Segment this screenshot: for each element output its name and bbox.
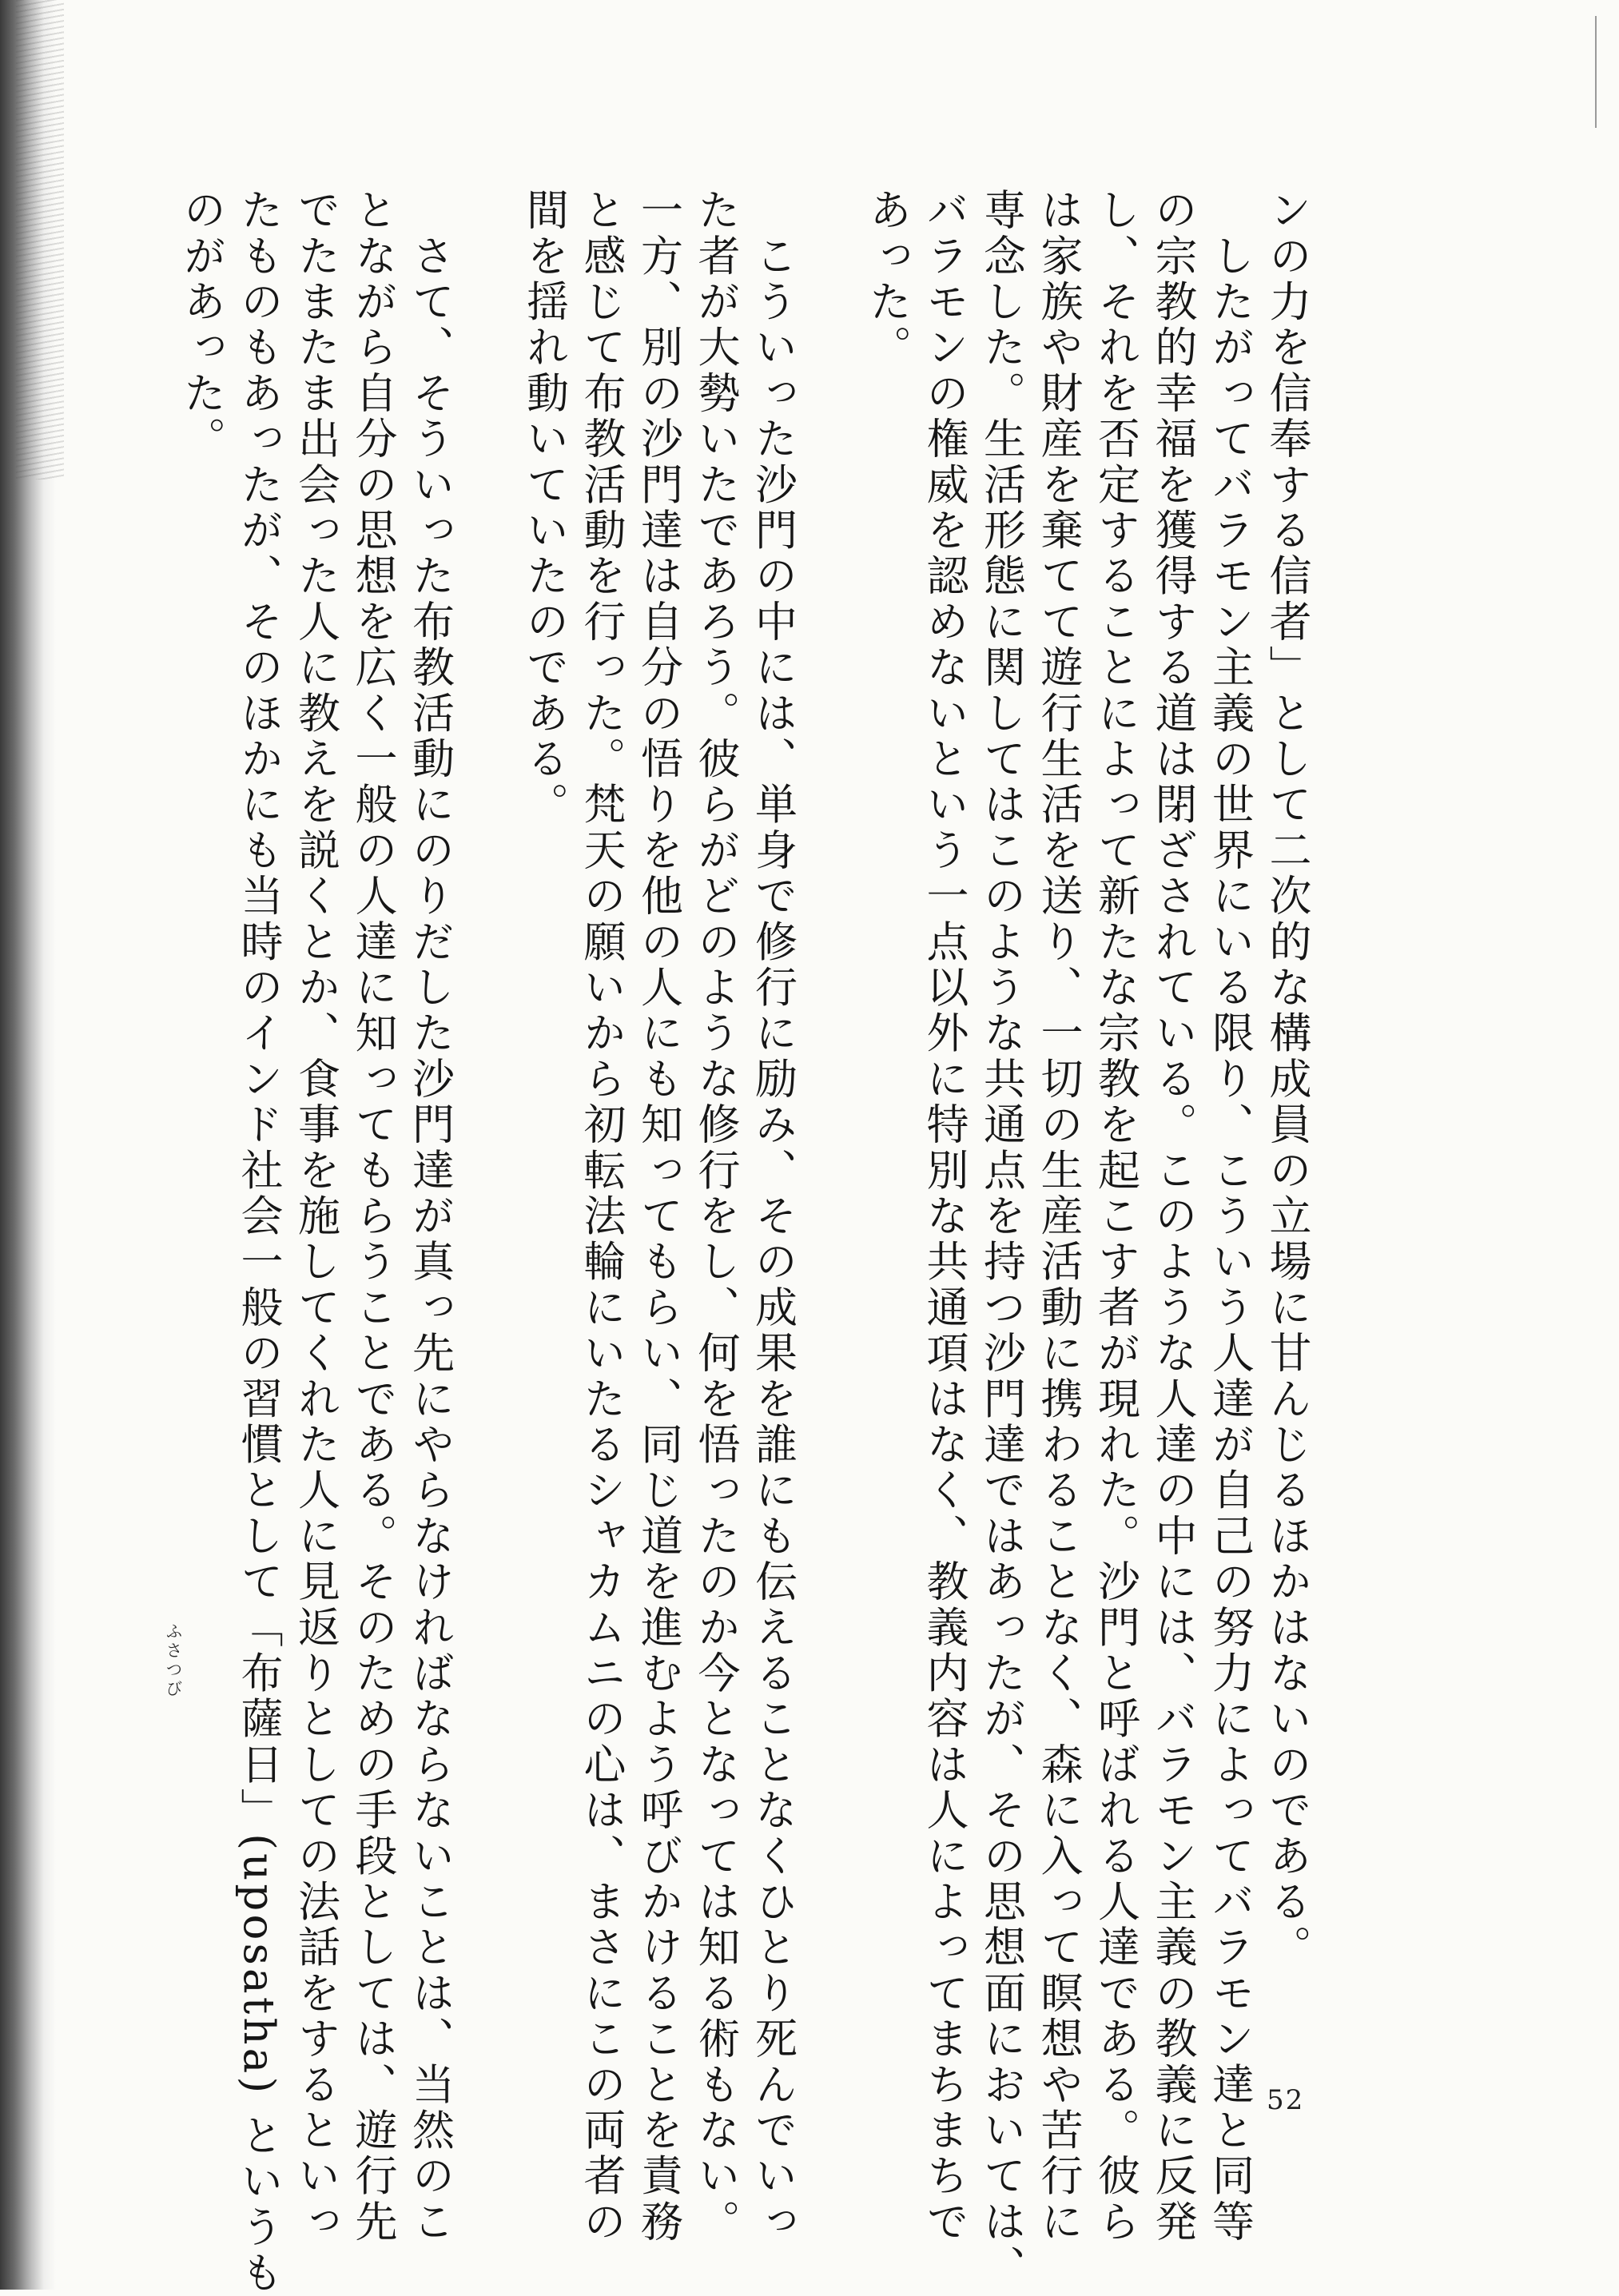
text-column: 間を揺れ動いていたのである。 bbox=[519, 188, 569, 828]
scan-edge-mark bbox=[1595, 16, 1597, 128]
text-column: と感じて布教活動を行った。梵天の願いから初転法輪にいたるシャカムニの心は、まさにこの両者の bbox=[577, 188, 626, 2245]
text-column: とながら自分の思想を広く一般の人達に知ってもらうことである。そのための手段としては、遊行先 bbox=[348, 188, 397, 2245]
text-column: のがあった。 bbox=[177, 188, 226, 463]
text-column: バラモンの権威を認めないという一点以外に特別な共通項はなく、教義内容は人によってまちまちで bbox=[920, 188, 969, 2245]
text-column: ンの力を信奉する信者」として二次的な構成員の立場に甘んじるほかはないのである。 bbox=[1263, 188, 1311, 1971]
text-column: さて、そういった布教活動にのりだした沙門達が真っ先にやらなければならないことは、当然のこ bbox=[405, 188, 455, 2245]
scan-binding-texture bbox=[16, 0, 64, 479]
text-column: こういった沙門の中には、単身で修行に励み、その成果を誰にも伝えることなくひとり死んでいっ bbox=[748, 188, 798, 2245]
paragraph-gap bbox=[802, 188, 857, 1778]
text-column: た者が大勢いたであろう。彼らがどのような修行をし、何を悟ったのか今となっては知る術もない。 bbox=[691, 188, 740, 2245]
text-column: 専念した。生活形態に関してはこのような共通点を持つ沙門達ではあったが、その思想面においては、 bbox=[977, 188, 1026, 2291]
page-number: 52 bbox=[1267, 2084, 1305, 2116]
text-column: し、それを否定することによって新たな宗教を起こす者が現れた。沙門と呼ばれる人達である。彼ら bbox=[1091, 188, 1140, 2245]
ruby-annotation: ふさつび bbox=[164, 1622, 183, 1699]
text-column: したがってバラモン主義の世界にいる限り、こういう人達が自己の努力によってバラモン達と同等 bbox=[1205, 188, 1255, 2245]
text-column: は家族や財産を棄てて遊行生活を送り、一切の生産活動に携わることなく、森に入って瞑想や苦行に bbox=[1034, 188, 1083, 2245]
text-column: たものもあったが、そのほかにも当時のインド社会一般の習慣として「布薩日」(uposatha) というも bbox=[234, 188, 283, 2296]
text-column: あった。 bbox=[862, 188, 912, 371]
text-column: 一方、別の沙門達は自分の悟りを他の人にも知ってもらい、同じ道を進むよう呼びかけることを責務 bbox=[634, 188, 683, 2245]
text-column: の宗教的幸福を獲得する道は閉ざされている。このような人達の中には、バラモン主義の教義に反発 bbox=[1148, 188, 1197, 2245]
paragraph-gap bbox=[459, 188, 515, 1778]
text-column: でたまたま出会った人に教えを説くとか、食事を施してくれた人に見返りとしての法話をするといっ bbox=[291, 188, 340, 2245]
